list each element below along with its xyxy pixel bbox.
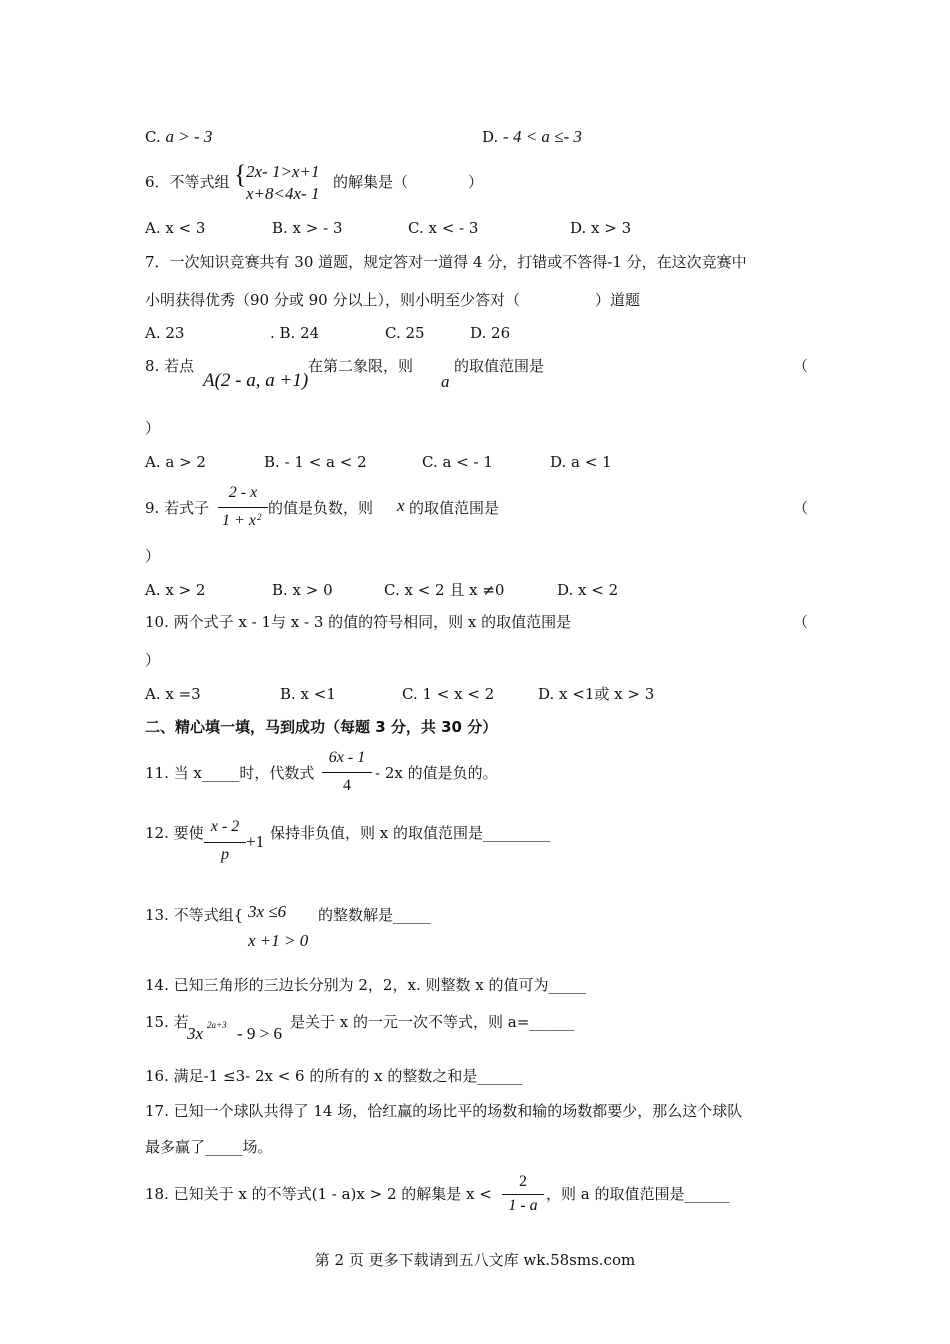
q9-numerator: 2 - x (228, 484, 258, 501)
q8-point: A(2 - a, a +1) (203, 370, 309, 391)
q9-paren-close: ） (145, 547, 161, 565)
q15-post: 是关于 x 的一元一次不等式，则 a=______ (290, 1013, 575, 1031)
q8-pre: 8. 若点 (145, 357, 195, 375)
q5-option-c: C. a > - 3 (145, 127, 213, 146)
q8-post: 的取值范围是 (454, 357, 545, 375)
q9-exponent: 2 (257, 512, 262, 522)
q13-pre: 13. 不等式组{ (145, 906, 244, 924)
q11-fraction-bar (322, 772, 372, 773)
q11-denominator: 4 (343, 777, 351, 794)
q8-paren-close: ） (145, 419, 161, 437)
q12-numerator: x - 2 (210, 818, 240, 835)
q15-base: 3x (187, 1024, 204, 1043)
q6-eq2: x+8<4x- 1 (246, 184, 320, 203)
q7-line1: 7．一次知识竞赛共有 30 道题，规定答对一道得 4 分，打错或不答得-1 分，在这次竞赛中 (145, 253, 747, 271)
q18-denominator: 1 - a (508, 1197, 538, 1214)
q12-pre: 12. 要使 (145, 824, 204, 842)
q10-paren-open: （ (793, 613, 809, 631)
q14-text: 14. 已知三角形的三边长分别为 2，2，x. 则整数 x 的值可为_____ (145, 976, 586, 994)
q8-option-d: D. a < 1 (550, 453, 612, 471)
q12-fraction-bar (204, 842, 246, 843)
q11-numerator: 6x - 1 (328, 749, 366, 766)
q18-pre: 18. 已知关于 x 的不等式(1 - a)x > 2 的解集是 x < (145, 1185, 492, 1203)
q6-tail: 的解集是（ ） (333, 173, 484, 191)
q8-paren-open: （ (793, 357, 809, 375)
q18-numerator: 2 (519, 1173, 527, 1190)
q10-text: 10. 两个式子 x - 1与 x - 3 的值的符号相同，则 x 的取值范围是 (145, 613, 572, 631)
q10-option-a: A. x =3 (145, 685, 201, 703)
q9-fraction-bar (218, 507, 268, 508)
q17-line1: 17. 已知一个球队共得了 14 场，恰红赢的场比平的场数和输的场数都要少，那么这个球队 (145, 1102, 743, 1120)
q7-line2: 小明获得优秀（90 分或 90 分以上），则小明至少答对（ ）道题 (145, 291, 640, 309)
q15-pre: 15. 若 (145, 1013, 189, 1031)
q18-fraction-bar (502, 1194, 544, 1195)
q9-option-c: C. x < 2 且 x ≠0 (384, 581, 505, 599)
q6-option-b: B. x > - 3 (272, 219, 343, 237)
q12-post: 保持非负值，则 x 的取值范围是_________ (270, 824, 551, 842)
q10-option-d: D. x <1或 x > 3 (538, 685, 655, 703)
q9-pre: 9. 若式子 (145, 499, 210, 517)
q15-exponent: 2a+3 (207, 1020, 227, 1030)
q13-post: 的整数解是_____ (318, 906, 431, 924)
q18-post: ，则 a 的取值范围是______ (546, 1185, 730, 1203)
q11-post: - 2x 的值是负的。 (375, 764, 498, 782)
q9-mid: 的值是负数，则 (268, 499, 374, 517)
q7-option-a: A. 23 (145, 324, 185, 342)
q6-eq1: 2x- 1>x+1 (246, 162, 320, 181)
q16-text: 16. 满足-1 ≤3- 2x < 6 的所有的 x 的整数之和是______ (145, 1067, 523, 1085)
q6-option-a: A. x < 3 (145, 219, 206, 237)
q6-option-c: C. x < - 3 (408, 219, 479, 237)
q11-pre: 11. 当 x_____时，代数式 (145, 764, 315, 782)
q6-brace: { (234, 160, 247, 189)
q9-option-b: B. x > 0 (272, 581, 333, 599)
q5-option-d: D. - 4 < a ≤- 3 (482, 127, 582, 146)
page-footer: 第 2 页 更多下载请到五八文库 wk.58sms.com (314, 1251, 636, 1269)
q9-option-d: D. x < 2 (557, 581, 619, 599)
q7-option-b: . B. 24 (270, 324, 320, 342)
q9-denominator: 1 + x (222, 512, 256, 529)
q8-var: a (441, 372, 450, 391)
q8-option-c: C. a < - 1 (422, 453, 493, 471)
q9-option-a: A. x > 2 (145, 581, 206, 599)
q17-line2: 最多赢了_____场。 (145, 1138, 273, 1156)
q10-option-c: C. 1 < x < 2 (402, 685, 495, 703)
q13-eq1: 3x ≤6 (248, 902, 287, 921)
q8-mid: 在第二象限，则 (308, 357, 414, 375)
q12-plus: +1 (246, 832, 265, 851)
q8-option-a: A. a > 2 (145, 453, 206, 471)
q6-option-d: D. x > 3 (570, 219, 632, 237)
q10-option-b: B. x <1 (280, 685, 336, 703)
q15-rhs: - 9 > 6 (237, 1024, 282, 1043)
q6-label: 6．不等式组 (145, 173, 230, 191)
q10-paren-close: ） (145, 651, 161, 669)
q7-option-d: D. 26 (470, 324, 511, 342)
q9-post: 的取值范围是 (409, 499, 500, 517)
q13-eq2: x +1 > 0 (248, 931, 309, 950)
q7-option-c: C. 25 (385, 324, 425, 342)
q8-option-b: B. - 1 < a < 2 (264, 453, 367, 471)
q9-paren-open: （ (793, 499, 809, 517)
q9-var: x (397, 496, 405, 515)
section-2-heading: 二、精心填一填，马到成功（每题 3 分，共 30 分） (145, 718, 498, 736)
q12-denominator: p (221, 846, 229, 863)
